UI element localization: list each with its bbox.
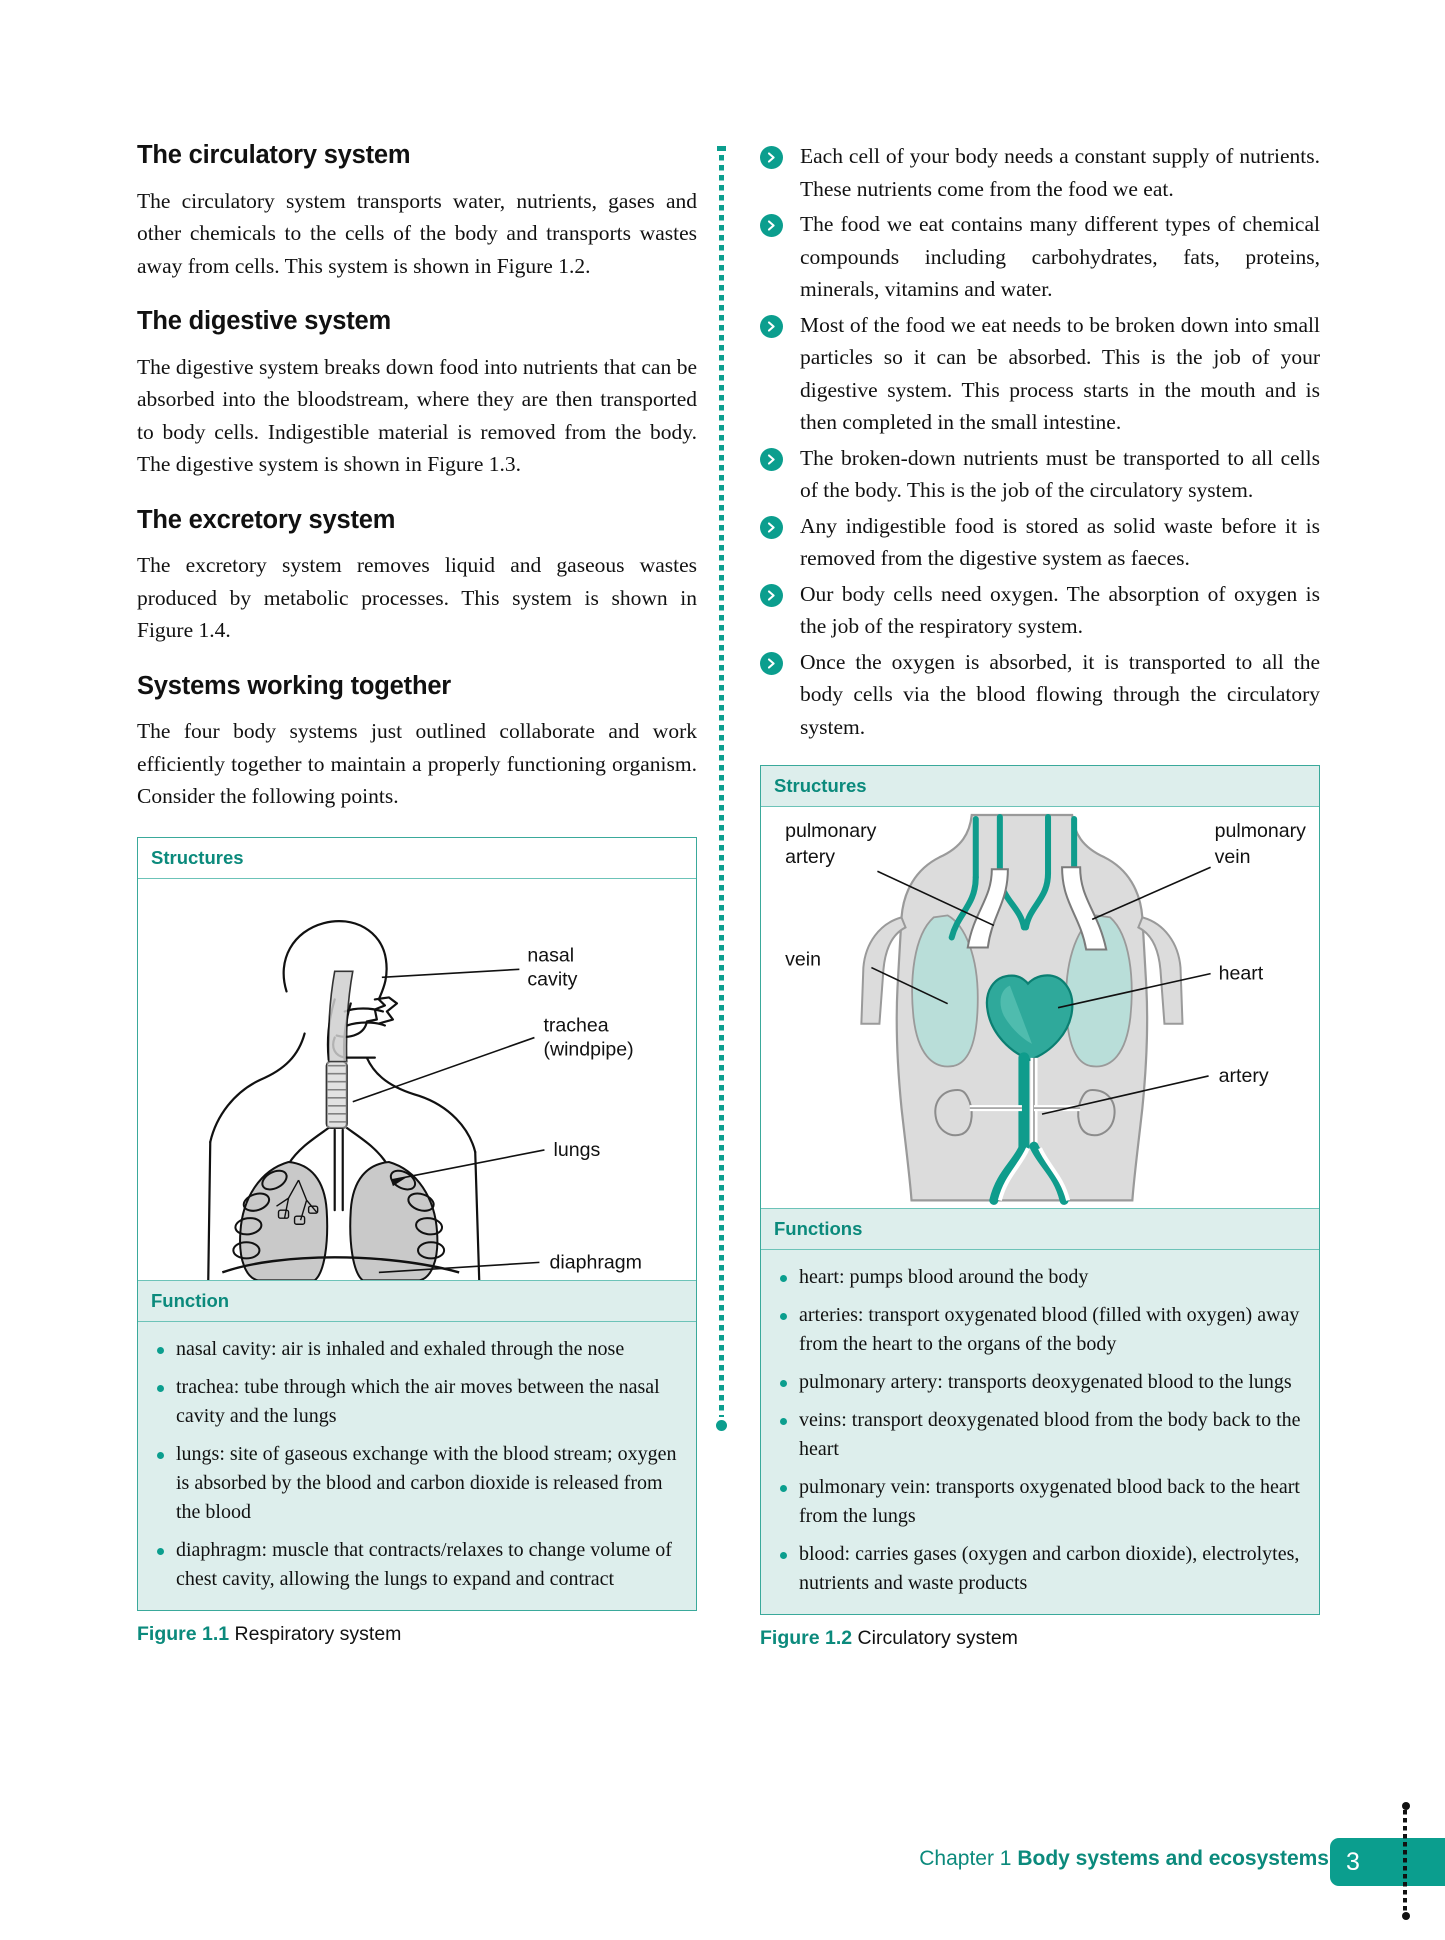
label-trachea-line1: trachea: [543, 1014, 609, 1037]
figure-1-2-caption-number: Figure 1.2: [760, 1627, 853, 1650]
figure-1-1-structures-header: Structures: [138, 838, 696, 879]
figure-1-2-box: [760, 765, 1320, 1615]
heading-excretory: The excretory system: [137, 505, 396, 534]
label-nasal-cavity-line1: nasal: [527, 944, 575, 967]
label-diaphragm: diaphragm: [549, 1251, 642, 1274]
figure-1-1-caption: [137, 1623, 697, 1646]
figure-1-1-caption-text: Respiratory system: [234, 1623, 402, 1646]
list-item: lungs: site of gaseous exchange with the blood stream; oxygen is absorbed by the blood and carbon dioxide is released from the blood: [152, 1440, 682, 1527]
list-item: [760, 646, 1320, 744]
list-item: pulmonary vein: transports oxygenated blood back to the heart from the lungs: [775, 1473, 1305, 1531]
page-number: 3: [1346, 1847, 1360, 1876]
footer-marker-top-dot: [1402, 1802, 1410, 1810]
paragraph-excretory: The excretory system removes liquid and gaseous wastes produced by metabolic processes. This system is shown in Figure 1.4.: [137, 553, 697, 643]
column-divider: [719, 146, 724, 1431]
section-digestive: [137, 306, 697, 481]
section-excretory: [137, 505, 697, 647]
list-item-text: Any indigestible food is stored as solid waste before it is removed from the digestive system as faeces.: [800, 513, 1320, 570]
label-pulmonary-vein-line2: vein: [1214, 846, 1251, 869]
footer-marker-bottom-dot: [1402, 1912, 1410, 1920]
list-item: veins: transport deoxygenated blood from the body back to the heart: [775, 1406, 1305, 1464]
chevron-right-icon: [760, 146, 783, 169]
left-column: [137, 140, 697, 1646]
paragraph-digestive: The digestive system breaks down food into nutrients that can be absorbed into the bloodstream, where they are then transported to body cells. Indigestible material is removed from the body. The digestive system is shown in Figure 1.3.: [137, 354, 697, 477]
footer-chapter-line: [919, 1847, 1329, 1871]
label-pulmonary-artery-line2: artery: [785, 846, 836, 869]
chevron-right-icon: [760, 448, 783, 471]
divider-end-dot: [716, 1420, 727, 1431]
list-item: [760, 140, 1320, 205]
list-item: [760, 309, 1320, 439]
section-circulatory: [137, 140, 697, 282]
label-heart: heart: [1218, 962, 1264, 985]
chevron-right-icon: [760, 315, 783, 338]
section-systems-together: [137, 671, 697, 813]
figure-1-2-caption: [760, 1627, 1320, 1650]
list-item: nasal cavity: air is inhaled and exhaled through the nose: [152, 1335, 682, 1364]
label-pulmonary-artery-line1: pulmonary: [785, 820, 877, 843]
heading-circulatory: The circulatory system: [137, 141, 411, 169]
right-column: [760, 140, 1320, 1650]
list-item-text: The broken-down nutrients must be transported to all cells of the body. This is the job of the circulatory system.: [800, 445, 1320, 502]
label-trachea-line2: (windpipe): [543, 1038, 634, 1061]
footer-marker-dots: [1403, 1810, 1407, 1912]
figure-1-2-diagram: [761, 807, 1319, 1208]
list-item: arteries: transport oxygenated blood (filled with oxygen) away from the heart to the organs of the body: [775, 1301, 1305, 1359]
footer-chapter-title: Body systems and ecosystems: [1017, 1847, 1329, 1870]
list-item: trachea: tube through which the air moves between the nasal cavity and the lungs: [152, 1373, 682, 1431]
list-item-text: Our body cells need oxygen. The absorption of oxygen is the job of the respiratory system.: [800, 581, 1320, 638]
paragraph-circulatory: The circulatory system transports water, nutrients, gases and other chemicals to the cells of the body and transports wastes away from cells. This system is shown in Figure 1.2.: [137, 188, 697, 278]
label-artery: artery: [1218, 1064, 1269, 1087]
list-item: heart: pumps blood around the body: [775, 1263, 1305, 1292]
list-item-text: Each cell of your body needs a constant supply of nutrients. These nutrients come from the food we eat.: [800, 144, 1320, 201]
list-item-text: Most of the food we eat needs to be broken down into small particles so it can be absorbed. This is the job of your digestive system. This process starts in the mouth and is then completed in the small intestine.: [800, 312, 1320, 434]
chevron-right-icon: [760, 214, 783, 237]
key-points-list: [760, 140, 1320, 743]
list-item: [760, 578, 1320, 643]
chevron-right-icon: [760, 584, 783, 607]
figure-1-1-box: [137, 837, 697, 1611]
divider-top-cap: [717, 146, 726, 151]
figure-1-1-function-header: Function: [138, 1280, 696, 1322]
chevron-right-icon: [760, 652, 783, 675]
figure-1-1-caption-number: Figure 1.1: [137, 1623, 230, 1646]
figure-1-2-functions-list: [761, 1250, 1319, 1614]
footer-dotted-marker: [1402, 1800, 1409, 1922]
figure-1-2-caption-text: Circulatory system: [857, 1627, 1018, 1650]
list-item: diaphragm: muscle that contracts/relaxes to change volume of chest cavity, allowing the lungs to expand and contract: [152, 1536, 682, 1594]
list-item: [760, 208, 1320, 306]
divider-dots: [719, 155, 724, 1417]
heading-digestive: The digestive system: [137, 307, 391, 336]
figure-1-2-structures-header: Structures: [761, 766, 1319, 807]
list-item: [760, 442, 1320, 507]
page-number-badge: [1330, 1838, 1445, 1886]
figure-1-1-diagram: [138, 879, 696, 1280]
label-nasal-cavity-line2: cavity: [527, 968, 578, 991]
label-vein: vein: [785, 948, 821, 971]
label-lungs: lungs: [553, 1138, 601, 1161]
label-pulmonary-vein-line1: pulmonary: [1214, 820, 1306, 843]
list-item-text: The food we eat contains many different types of chemical compounds including carbohydrates, fats, proteins, minerals, vitamins and water.: [800, 212, 1320, 301]
page-footer: [0, 1838, 1445, 1886]
list-item-text: Once the oxygen is absorbed, it is transported to all the body cells via the blood flowing through the circulatory system.: [800, 649, 1320, 739]
footer-chapter-label: Chapter 1: [919, 1847, 1012, 1870]
list-item: blood: carries gases (oxygen and carbon dioxide), electrolytes, nutrients and waste products: [775, 1540, 1305, 1598]
figure-1-1-function-list: [138, 1322, 696, 1610]
figure-1-2-functions-header: Functions: [761, 1208, 1319, 1250]
list-item: pulmonary artery: transports deoxygenated blood to the lungs: [775, 1368, 1305, 1397]
heading-systems-together: Systems working together: [137, 671, 452, 700]
chevron-right-icon: [760, 516, 783, 539]
paragraph-systems-together: The four body systems just outlined collaborate and work efficiently together to maintain a properly functioning organism. Consider the following points.: [137, 719, 697, 809]
list-item: [760, 510, 1320, 575]
